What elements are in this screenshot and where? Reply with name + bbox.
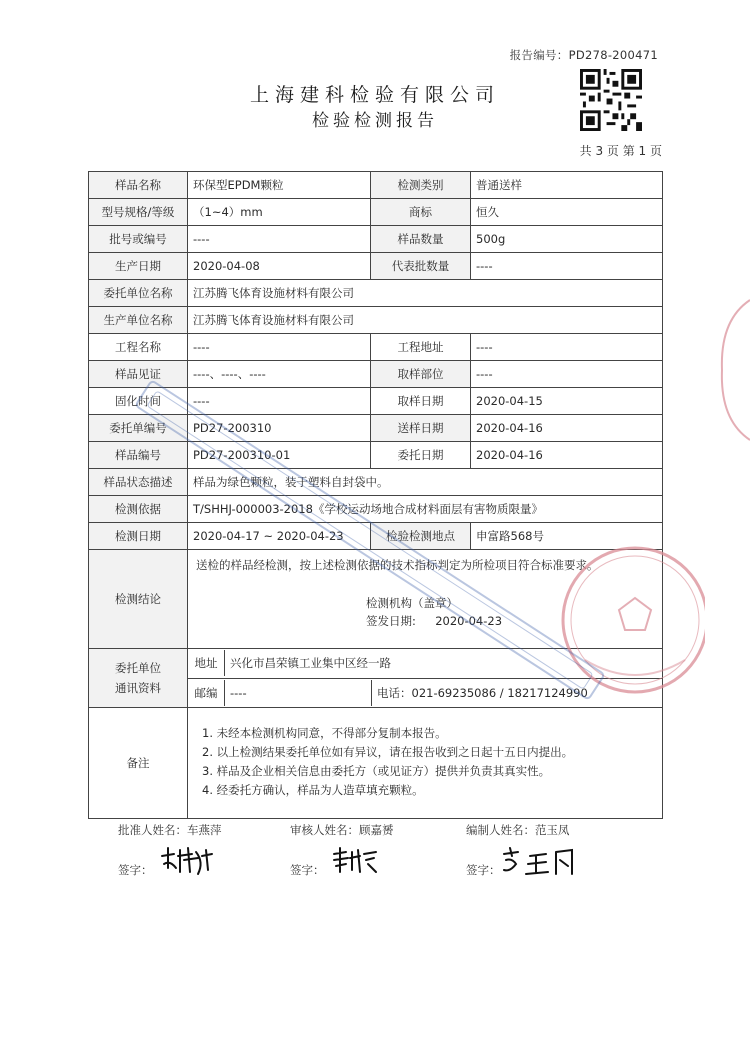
- cell-label: 代表批数量: [371, 253, 471, 280]
- remark-item: 4. 经委托方确认，样品为人造草填充颗粒。: [202, 783, 424, 797]
- table-row: [89, 226, 663, 253]
- conclusion-text: 送检的样品经检测，按上述检测依据的技术指标判定为所检项目符合标准要求。: [196, 558, 599, 572]
- cell-label: 取样日期: [371, 388, 471, 415]
- cell-label: 批号或编号: [89, 226, 188, 253]
- cell-label: 工程地址: [371, 334, 471, 361]
- cell-label: 样品状态描述: [89, 469, 188, 496]
- cell-label: 型号规格/等级: [89, 199, 188, 226]
- company-name: 上海建科检验有限公司: [249, 84, 500, 106]
- reviewer-sign-label: 签字：: [290, 863, 325, 877]
- cell-label: 检测类别: [371, 172, 471, 199]
- cell-label: 取样部位: [371, 361, 471, 388]
- cell-label: 委托单编号: [89, 415, 188, 442]
- remark-item: 2. 以上检测结果委托单位如有异议，请在报告收到之日起十五日内提出。: [202, 745, 574, 759]
- seam-seal-icon: [700, 290, 750, 450]
- issue-date-value: 2020-04-23: [435, 614, 503, 628]
- cell-value: ----: [188, 388, 371, 415]
- cell-value: 2020-04-15: [471, 388, 663, 415]
- approver-name: 批准人姓名：车燕萍: [118, 823, 222, 837]
- issue-date-label: 签发日期:: [366, 614, 416, 628]
- cell-value: ----、----、----: [188, 361, 371, 388]
- approver-signature-icon: [158, 842, 218, 878]
- compiler-signature-icon: [500, 846, 580, 878]
- cell-value: ----: [471, 361, 663, 388]
- report-number: 报告编号：PD278-200471: [509, 48, 658, 62]
- remark-item: 3. 样品及企业相关信息由委托方（或见证方）提供并负责其真实性。: [202, 764, 551, 778]
- cell-label: 生产日期: [89, 253, 188, 280]
- cell-label: 样品编号: [89, 442, 188, 469]
- compiler-sign-label: 签字：: [466, 863, 501, 877]
- postcode-label: 邮编: [188, 680, 225, 706]
- approver-sign-label: 签字：: [118, 863, 153, 877]
- cell-value: ----: [471, 253, 663, 280]
- cell-value: 普通送样: [471, 172, 663, 199]
- phone-value: 电话：021-69235086 / 18217124990: [377, 685, 588, 700]
- cell-label: 固化时间: [89, 388, 188, 415]
- cell-value: ----: [188, 334, 371, 361]
- cell-label: 样品数量: [371, 226, 471, 253]
- report-table: [88, 171, 663, 819]
- company-seal-icon: [555, 540, 705, 700]
- cell-label: 商标: [371, 199, 471, 226]
- table-row: [89, 361, 663, 388]
- testing-agency-seal-label: 检测机构（盖章）: [366, 596, 458, 610]
- remarks-row: [89, 708, 663, 819]
- reviewer-signature-icon: [330, 846, 380, 876]
- cell-label: 检验检测地点: [371, 523, 471, 550]
- cell-value: 500g: [471, 226, 663, 253]
- contact-label-line1: 委托单位: [115, 661, 161, 675]
- compiler-name: 编制人姓名：范玉凤: [466, 823, 570, 837]
- remarks-label: 备注: [89, 708, 188, 819]
- remark-item: 1. 未经本检测机构同意，不得部分复制本报告。: [202, 726, 447, 740]
- cell-value: 样品为绿色颗粒，装于塑料自封袋中。: [188, 469, 663, 496]
- cell-value: 2020-04-17 ~ 2020-04-23: [188, 523, 371, 550]
- cell-label: 委托单位名称: [89, 280, 188, 307]
- contact-label: [89, 649, 188, 708]
- cell-value: 江苏腾飞体育设施材料有限公司: [188, 280, 663, 307]
- remarks-cell: [188, 708, 663, 819]
- address-label: 地址: [188, 650, 225, 676]
- address-value: 兴化市昌荣镇工业集中区经一路: [230, 656, 391, 671]
- cell-value: 申富路568号: [471, 523, 663, 550]
- cell-label: 送样日期: [371, 415, 471, 442]
- table-row: [89, 388, 663, 415]
- table-row: [89, 442, 663, 469]
- cell-label: 检测依据: [89, 496, 188, 523]
- cell-value: 江苏腾飞体育设施材料有限公司: [188, 307, 663, 334]
- table-row: [89, 415, 663, 442]
- contact-label-line2: 通讯资料: [115, 681, 161, 695]
- cell-label: 样品名称: [89, 172, 188, 199]
- table-row: [89, 334, 663, 361]
- table-row: [89, 199, 663, 226]
- reviewer-name: 审核人姓名：顾嘉赟: [290, 823, 394, 837]
- cell-value: 环保型EPDM颗粒: [188, 172, 371, 199]
- cell-value: 恒久: [471, 199, 663, 226]
- document-title: 检验检测报告: [312, 111, 438, 131]
- table-row: [89, 280, 663, 307]
- table-row: [89, 307, 663, 334]
- cell-label: 工程名称: [89, 334, 188, 361]
- cell-value: PD27-200310-01: [188, 442, 371, 469]
- cell-value: PD27-200310: [188, 415, 371, 442]
- table-row: [89, 253, 663, 280]
- cell-label: 检测日期: [89, 523, 188, 550]
- cell-label: 委托日期: [371, 442, 471, 469]
- cell-value: T/SHHJ-000003-2018《学校运动场地合成材料面层有害物质限量》: [188, 496, 663, 523]
- cell-value: ----: [188, 226, 371, 253]
- cell-value: ----: [471, 334, 663, 361]
- cell-value: （1~4）mm: [188, 199, 371, 226]
- cell-value: 2020-04-16: [471, 415, 663, 442]
- conclusion-label: 检测结论: [89, 550, 188, 649]
- cell-value: 2020-04-16: [471, 442, 663, 469]
- table-row: [89, 172, 663, 199]
- cell-value: 2020-04-08: [188, 253, 371, 280]
- qr-code-icon: [580, 69, 642, 131]
- postcode-value: ----: [225, 680, 372, 706]
- cell-label: 生产单位名称: [89, 307, 188, 334]
- table-row: [89, 469, 663, 496]
- cell-label: 样品见证: [89, 361, 188, 388]
- page-count: 共 3 页 第 1 页: [579, 144, 662, 158]
- table-row: [89, 496, 663, 523]
